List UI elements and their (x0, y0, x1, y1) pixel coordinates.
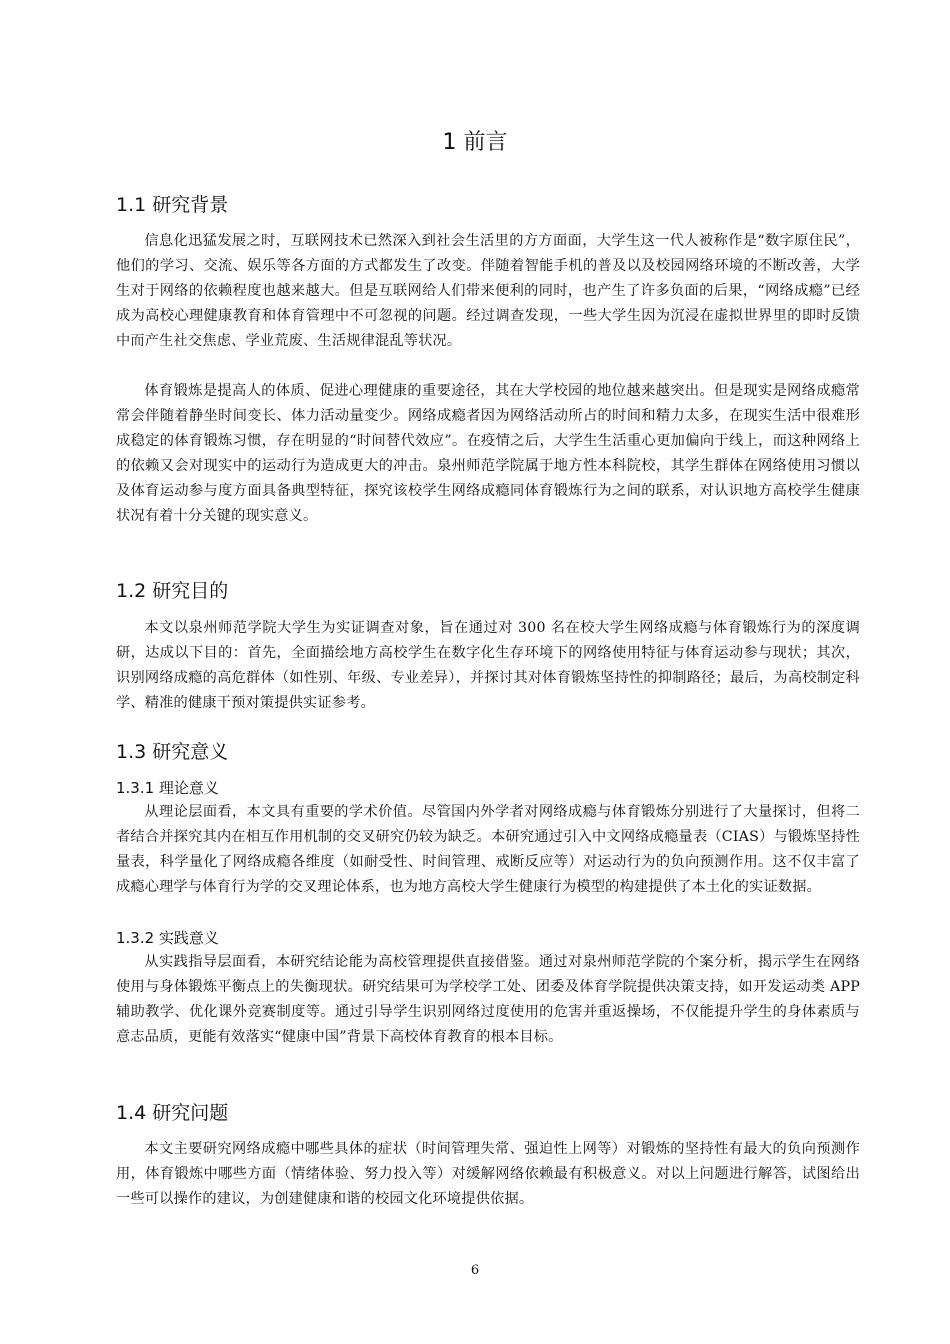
subsection-heading-practice: 1.3.2 实践意义 (116, 929, 219, 947)
page-number: 6 (470, 1263, 480, 1278)
section-heading-background: 1.1 研究背景 (116, 194, 229, 216)
paragraph-background-1: 信息化迅猛发展之时，互联网技术已然深入到社会生活里的方方面面，大学生这一代人被称作是“数字原住民”，他们的学习、交流、娱乐等各方面的方式都发生了改变。伴随着智能手机的普及以及校园网络环境的不断改善，大学生对于网络的依赖程度也越来越大。但是互联网给人们带来便利的同时，也产生了许多负面的后果，“网络成瘾”已经成为高校心理健康教育和体育管理中不可忽视的问题。经过调查发现，一些大学生因为沉浸在虚拟世界里的即时反馈中而产生社交焦虑、学业荒废、生活规律混乱等状况。 (116, 233, 860, 349)
paragraph-questions: 本文主要研究网络成瘾中哪些具体的症状（时间管理失常、强迫性上网等）对锻炼的坚持性有最大的负向预测作用，体育锻炼中哪些方面（情绪体验、努力投入等）对缓解网络依赖最有积极意义。对以上问题进行解答，试图给出一些可以操作的建议，为创建健康和谐的校园文化环境提供依据。 (116, 1141, 860, 1207)
paragraph-practice: 从实践指导层面看，本研究结论能为高校管理提供直接借鉴。通过对泉州师范学院的个案分析，揭示学生在网络使用与身体锻炼平衡点上的失衡现状。研究结果可为学校学工处、团委及体育学院提供决策支持，如开发运动类 APP 辅助教学、优化课外竞赛制度等。通过引导学生识别网络过度使用的危害并重返操场，不仅能提升学生的身体素质与意志品质，更能有效落实“健康中国”背景下高校体育教育的根本目标。 (116, 954, 860, 1045)
section-heading-purpose: 1.2 研究目的 (116, 580, 229, 602)
chapter-title: 1 前言 (442, 130, 508, 155)
section-heading-questions: 1.4 研究问题 (116, 1102, 229, 1124)
section-heading-significance: 1.3 研究意义 (116, 741, 229, 763)
paragraph-theory: 从理论层面看，本文具有重要的学术价值。尽管国内外学者对网络成瘾与体育锻炼分别进行了大量探讨，但将二者结合并探究其内在相互作用机制的交叉研究仍较为缺乏。本研究通过引入中文网络成瘾量表（CIAS）与锻炼坚持性量表，科学量化了网络成瘾各维度（如耐受性、时间管理、戒断反应等）对运动行为的负向预测作用。这不仅丰富了成瘾心理学与体育行为学的交叉理论体系，也为地方高校大学生健康行为模型的构建提供了本土化的实证数据。 (116, 804, 860, 895)
paragraph-purpose: 本文以泉州师范学院大学生为实证调查对象，旨在通过对 300 名在校大学生网络成瘾与体育锻炼行为的深度调研，达成以下目的：首先，全面描绘地方高校学生在数字化生存环境下的网络使用特征与体育运动参与现状；其次，识别网络成瘾的高危群体（如性别、年级、专业差异），并探讨其对体育锻炼坚持性的抑制路径；最后，为高校制定科学、精准的健康干预对策提供实证参考。 (116, 620, 860, 711)
paragraph-background-2: 体育锻炼是提高人的体质、促进心理健康的重要途径，其在大学校园的地位越来越突出。但是现实是网络成瘾常常会伴随着静坐时间变长、体力活动量变少。网络成瘾者因为网络活动所占的时间和精力太多，在现实生活中很难形成稳定的体育锻炼习惯，存在明显的“时间替代效应”。在疫情之后，大学生生活重心更加偏向于线上，而这种网络上的依赖又会对现实中的运动行为造成更大的冲击。泉州师范学院属于地方性本科院校，其学生群体在网络使用习惯以及体育运动参与度方面具备典型特征，探究该校学生网络成瘾同体育锻炼行为之间的联系，对认识地方高校学生健康状况有着十分关键的现实意义。 (116, 383, 860, 524)
subsection-heading-theory: 1.3.1 理论意义 (116, 779, 219, 797)
